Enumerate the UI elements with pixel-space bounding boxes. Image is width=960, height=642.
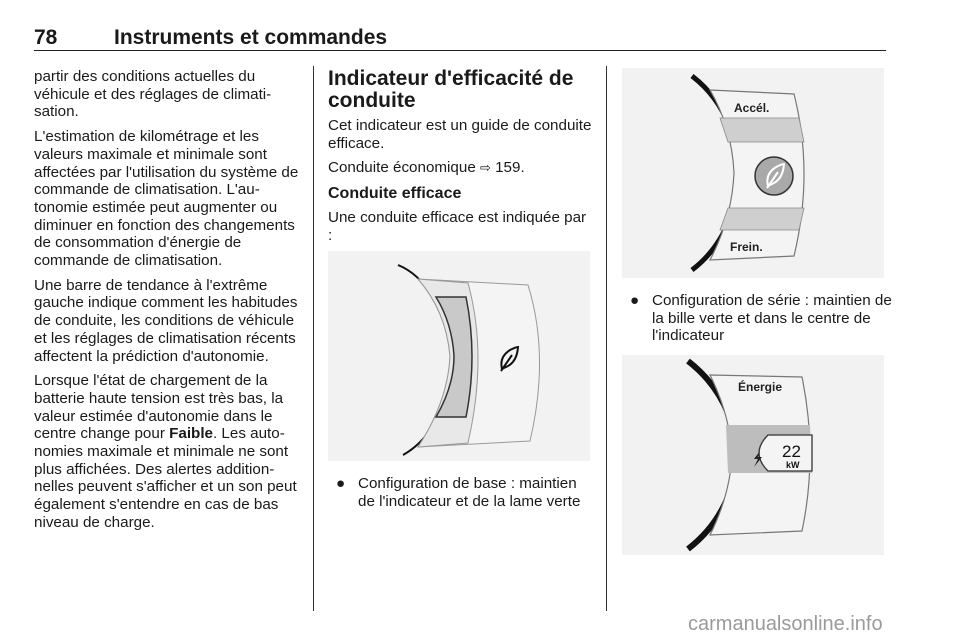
upper-band [720,118,804,142]
column-middle [328,68,594,511]
page-number: 78 [34,26,58,49]
brake-label: Frein. [730,240,763,254]
lower-band [720,208,804,230]
column-right [622,68,892,555]
energy-indicator-figure [622,355,884,555]
bullet-dot: ● [336,475,346,493]
column-divider [313,66,314,611]
bold-term: Faible [169,425,213,443]
paragraph: L'estimation de kilométrage et les valeurs maximale et minimale sont affectées par l'utilisation du système de commande de climatisation. L'autonomie estimée peut augmenter ou diminuer en fonction des changements de consommation d'énergie de commande de climatisation. [34,128,299,270]
paragraph: Une conduite efficace est indiquée par : [328,208,587,244]
column-left [34,68,302,539]
column-divider [606,66,607,611]
page-reference: 159. [490,159,525,177]
text-span: . Les autonomies maximale et minimale ne sont plus affichées. Des alertes additionnelles peuvent s'afficher et un son peut également s'entendre en cas de bas niveau de charge. [34,425,297,531]
standard-indicator-figure [622,68,884,278]
paragraph: Une barre de tendance à l'extrême gauche indique comment les habitudes de conduite, les conditions de véhicule et les réglages de climatisation récents affectent la prédiction d'autonomie. [34,276,298,365]
cross-reference-arrow-icon: ⇨ [479,160,491,176]
watermark: carmanualsonline.info [688,613,883,635]
energy-label: Énergie [738,380,783,395]
paragraph [328,159,594,177]
paragraph [34,372,302,531]
power-unit: kW [786,460,800,471]
bullet-text: Configuration de série : maintien de la bille verte et dans le centre de l'indicateur [652,292,892,345]
bullet-dot: ● [630,292,640,309]
text-span: Conduite économique [328,159,480,177]
list-item [328,475,594,510]
page-header [34,12,886,51]
text-span: Lorsque l'état de chargement de la batterie haute tension est très bas, la valeur estimée d'autonomie dans le centre change pour [34,372,284,443]
section-heading: Indicateur d'efficacité de conduite [328,67,574,112]
accel-label: Accél. [734,101,770,115]
base-indicator-figure [328,251,590,461]
page-title: Instruments et commandes [114,26,388,49]
green-ball [755,157,793,195]
power-value: 22 [782,442,801,462]
bullet-text: Configuration de base : maintien de l'indicateur et de la lame verte [358,475,581,510]
list-item [622,292,892,345]
paragraph: partir des conditions actuelles du véhicule et des réglages de climatisation. [34,68,272,121]
paragraph: Cet indicateur est un guide de conduite efficace. [328,117,592,152]
subsection-heading: Conduite efficace [328,185,462,203]
